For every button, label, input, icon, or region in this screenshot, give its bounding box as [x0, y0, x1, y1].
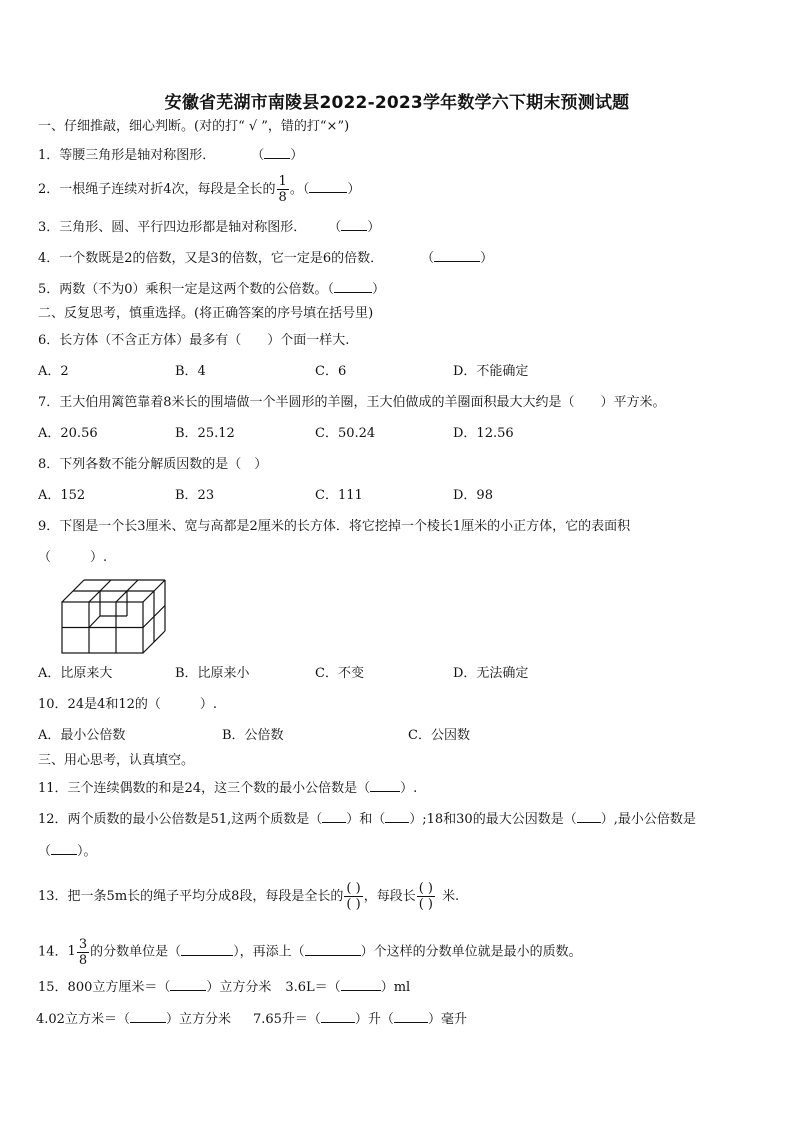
answer-blank[interactable]: [434, 249, 480, 262]
question-10: 10．24是4和12的（ ）.: [38, 697, 218, 712]
question-13: 13．把一条5m长的绳子平均分成8段，每段是全长的 $\frac{( )}{( )}$ ，每段长 $\frac{( )}{( )}$ 米.: [38, 881, 460, 912]
section-1-heading: 一、仔细推敲，细心判断。(对的打“ √ ”，错的打“×”): [38, 119, 350, 134]
answer-blank[interactable]: [130, 1010, 166, 1023]
answer-blank[interactable]: [341, 218, 367, 231]
question-11: 11．三个连续偶数的和是24，这三个数的最小公倍数是（ ）.: [38, 781, 418, 796]
section-2-heading: 二、反复思考，慎重选择。(将正确答案的序号填在括号里): [38, 306, 374, 321]
option-b[interactable]: B．公倍数: [222, 728, 284, 743]
option-c[interactable]: C．111: [315, 488, 363, 503]
question-9-answer: （ ）.: [38, 550, 108, 565]
question-12-line2: （ ）。: [38, 844, 97, 859]
answer-blank[interactable]: [321, 1010, 355, 1023]
answer-blank[interactable]: [394, 1010, 428, 1023]
option-d[interactable]: D．不能确定: [453, 364, 529, 379]
option-c[interactable]: C．不变: [315, 666, 364, 681]
question-16: 4.02立方米＝（ ）立方分米 7.65升＝（ ）升（ ）毫升: [36, 1012, 467, 1027]
option-a[interactable]: A．2: [38, 364, 69, 379]
question-5: 5．两数（不为0）乘积一定是这两个数的公倍数。（ ）: [38, 282, 386, 297]
answer-blank[interactable]: [309, 180, 347, 193]
option-c[interactable]: C．6: [315, 364, 347, 379]
answer-blank[interactable]: [341, 978, 381, 991]
page-title: 安徽省芜湖市南陵县2022-2023学年数学六下期末预测试题: [164, 93, 630, 113]
question-8: 8．下列各数不能分解质因数的是（ ）: [38, 457, 268, 472]
option-a[interactable]: A．152: [38, 488, 86, 503]
option-c[interactable]: C．公因数: [408, 728, 470, 743]
fraction: $\frac{1}{8}$: [278, 174, 287, 205]
question-1: 1．等腰三角形是轴对称图形． （ ）: [38, 148, 304, 163]
answer-blank[interactable]: [170, 978, 206, 991]
option-b[interactable]: B．比原来小: [175, 666, 250, 681]
option-b[interactable]: B．4: [175, 364, 206, 379]
option-d[interactable]: D．无法确定: [453, 666, 529, 681]
option-a[interactable]: A．20.56: [38, 426, 98, 441]
option-d[interactable]: D．12.56: [453, 426, 514, 441]
option-c[interactable]: C．50.24: [315, 426, 376, 441]
answer-blank[interactable]: [51, 842, 77, 855]
question-9: 9．下图是一个长3厘米、宽与高都是2厘米的长方体．将它挖掉一个棱长1厘米的小正方体，它的表面积: [38, 519, 631, 534]
answer-blank[interactable]: [181, 943, 233, 956]
option-b[interactable]: B．23: [175, 488, 215, 503]
question-6: 6．长方体（不含正方体）最多有（ ）个面一样大.: [38, 333, 350, 348]
fraction-blank[interactable]: $\frac{( )}{( )}$: [418, 881, 433, 912]
section-3-heading: 三、用心思考，认真填空。: [38, 753, 195, 768]
fraction-blank[interactable]: $\frac{( )}{( )}$: [346, 881, 361, 912]
question-12: 12．两个质数的最小公倍数是51,这两个质数是（ ）和（ ）;18和30的最大公因数是（ ）,最小公倍数是: [38, 812, 696, 827]
question-4: 4．一个数既是2的倍数，又是3的倍数，它一定是6的倍数． （ ）: [38, 251, 494, 266]
option-a[interactable]: A．比原来大: [38, 666, 113, 681]
question-14: 14． 1 $\frac{3}{8}$ 的分数单位是（ ），再添上（ ）个这样的分数单位就是最小的质数。: [38, 936, 582, 968]
question-7: 7．王大伯用篱笆靠着8米长的围墙做一个半圆形的羊圈，王大伯做成的羊圈面积最大大约是（ ）平方米。: [38, 395, 666, 410]
answer-blank[interactable]: [305, 943, 361, 956]
mixed-number: 1 $\frac{3}{8}$: [67, 936, 88, 968]
cuboid-figure: [60, 578, 180, 658]
answer-blank[interactable]: [264, 146, 290, 159]
question-15: 15．800立方厘米＝（ ）立方分米 3.6L＝（ ）ml: [38, 980, 411, 995]
answer-blank[interactable]: [322, 810, 346, 823]
answer-blank[interactable]: [370, 779, 400, 792]
option-a[interactable]: A．最小公倍数: [38, 728, 126, 743]
question-3: 3．三角形、圆、平行四边形都是轴对称图形． （ ）: [38, 220, 381, 235]
option-d[interactable]: D．98: [453, 488, 493, 503]
answer-blank[interactable]: [577, 810, 601, 823]
question-2: 2．一根绳子连续对折4次，每段是全长的 $\frac{1}{8}$ 。（ ）: [38, 174, 361, 205]
answer-blank[interactable]: [334, 280, 372, 293]
answer-blank[interactable]: [385, 810, 409, 823]
option-b[interactable]: B．25.12: [175, 426, 235, 441]
